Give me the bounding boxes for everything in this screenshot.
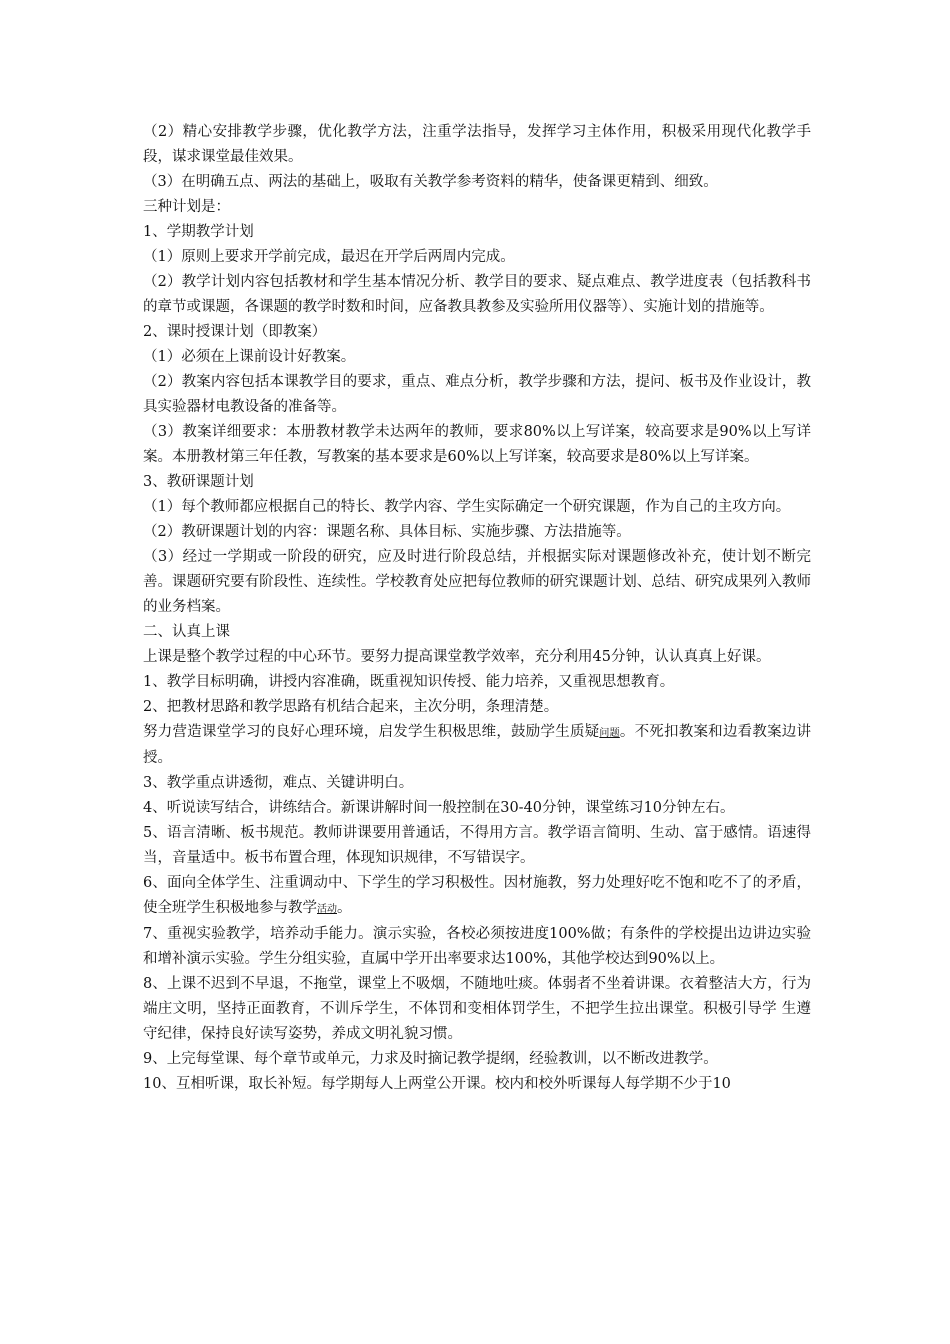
paragraph: 10、互相听课，取长补短。每学期每人上两堂公开课。校内和校外听课每人每学期不少于10 [143,1076,731,1092]
paragraph: 5、语言清晰、板书规范。教师讲课要用普通话，不得用方言。教学语言简明、生动、富于感情。语速得当，音量适中。板书布置合理，体现知识规律，不写错误字。 [143,825,811,866]
paragraph: 上课是整个教学过程的中心环节。要努力提高课堂教学效率，充分利用45分钟，认认真真上好课。 [143,649,771,665]
section-heading: 三种计划是： [143,199,230,215]
paragraph: 7、重视实验教学，培养动手能力。演示实验，各校必须按进度100%做；有条件的学校提出边讲边实验和增补演示实验。学生分组实验，直属中学开出率要求达100%，其他学校达到90%以上。 [143,926,811,967]
paragraph: （3）经过一学期或一阶段的研究，应及时进行阶段总结，并根据实际对课题修改补充，使计划不断完善。课题研究要有阶段性、连续性。学校教育处应把每位教师的研究课题计划、总结、研究成果列入教师的业务档案。 [143,549,811,615]
paragraph: （2）教案内容包括本课教学目的要求，重点、难点分析，教学步骤和方法，提问、板书及作业设计，教具实验器材电教设备的准备等。 [143,374,811,415]
paragraph: 4、听说读写结合，讲练结合。新课讲解时间一般控制在30-40分钟，课堂练习10分钟左右。 [143,800,735,816]
inline-link-huodong[interactable]: 活动 [317,904,337,915]
paragraph: （2）精心安排教学步骤，优化教学方法，注重学法指导，发挥学习主体作用，积极采用现代化教学手段，谋求课堂最佳效果。 [143,124,811,165]
paragraph: （2）教学计划内容包括教材和学生基本情况分析、教学目的要求、疑点难点、教学进度表（包括教科书的章节或课题，各课题的教学时数和时间，应备教具教参及实验所用仪器等）、实施计划的措施等。 [143,274,811,315]
section-heading: 2、课时授课计划（即教案） [143,324,327,340]
paragraph: （1）原则上要求开学前完成，最迟在开学后两周内完成。 [143,249,515,265]
paragraph: （3）教案详细要求：本册教材教学未达两年的教师，要求80%以上写详案，较高要求是90%以上写详案。本册教材第三年任教，写教案的基本要求是60%以上写详案，较高要求是80%以上写详案。 [143,424,811,465]
section-heading: 二、认真上课 [143,624,230,640]
paragraph: 6、面向全体学生、注重调动中、下学生的学习积极性。因材施教，努力处理好吃不饱和吃不了的矛盾，使全班学生积极地参与教学活动。 [143,875,811,916]
paragraph: （1）必须在上课前设计好教案。 [143,349,356,365]
paragraph: 努力营造课堂学习的良好心理环境，启发学生积极思维，鼓励学生质疑问题。不死扣教案和边看教案边讲授。 [143,724,812,766]
paragraph: 9、上完每堂课、每个章节或单元，力求及时摘记教学提纲，经验教训，以不断改进教学。 [143,1051,718,1067]
paragraph: 1、教学目标明确，讲授内容准确，既重视知识传授、能力培养，又重视思想教育。 [143,674,675,690]
paragraph: （1）每个教师都应根据自己的特长、教学内容、学生实际确定一个研究课题，作为自己的主攻方向。 [143,499,791,515]
paragraph: 3、教学重点讲透彻，难点、关键讲明白。 [143,775,414,791]
paragraph: （3）在明确五点、两法的基础上，吸取有关教学参考资料的精华，使备课更精到、细致。 [143,174,718,190]
paragraph: （2）教研课题计划的内容：课题名称、具体目标、实施步骤、方法措施等。 [143,524,631,540]
paragraph: 8、上课不迟到不早退，不拖堂，课堂上不吸烟，不随地吐痰。体弱者不坐着讲课。衣着整洁大方，行为端庄文明，坚持正面教育，不训斥学生，不体罚和变相体罚学生，不把学生拉出课堂。积极引导学 生遵守纪律，保持良好读写姿势，养成文明礼貌习惯。 [143,976,811,1042]
document-body [143,120,811,1097]
section-heading: 1、学期教学计划 [143,224,254,240]
paragraph: 2、把教材思路和教学思路有机结合起来，主次分明，条理清楚。 [143,699,559,715]
section-heading: 3、教研课题计划 [143,474,254,490]
inline-link-wenti[interactable]: 问题 [599,728,620,739]
